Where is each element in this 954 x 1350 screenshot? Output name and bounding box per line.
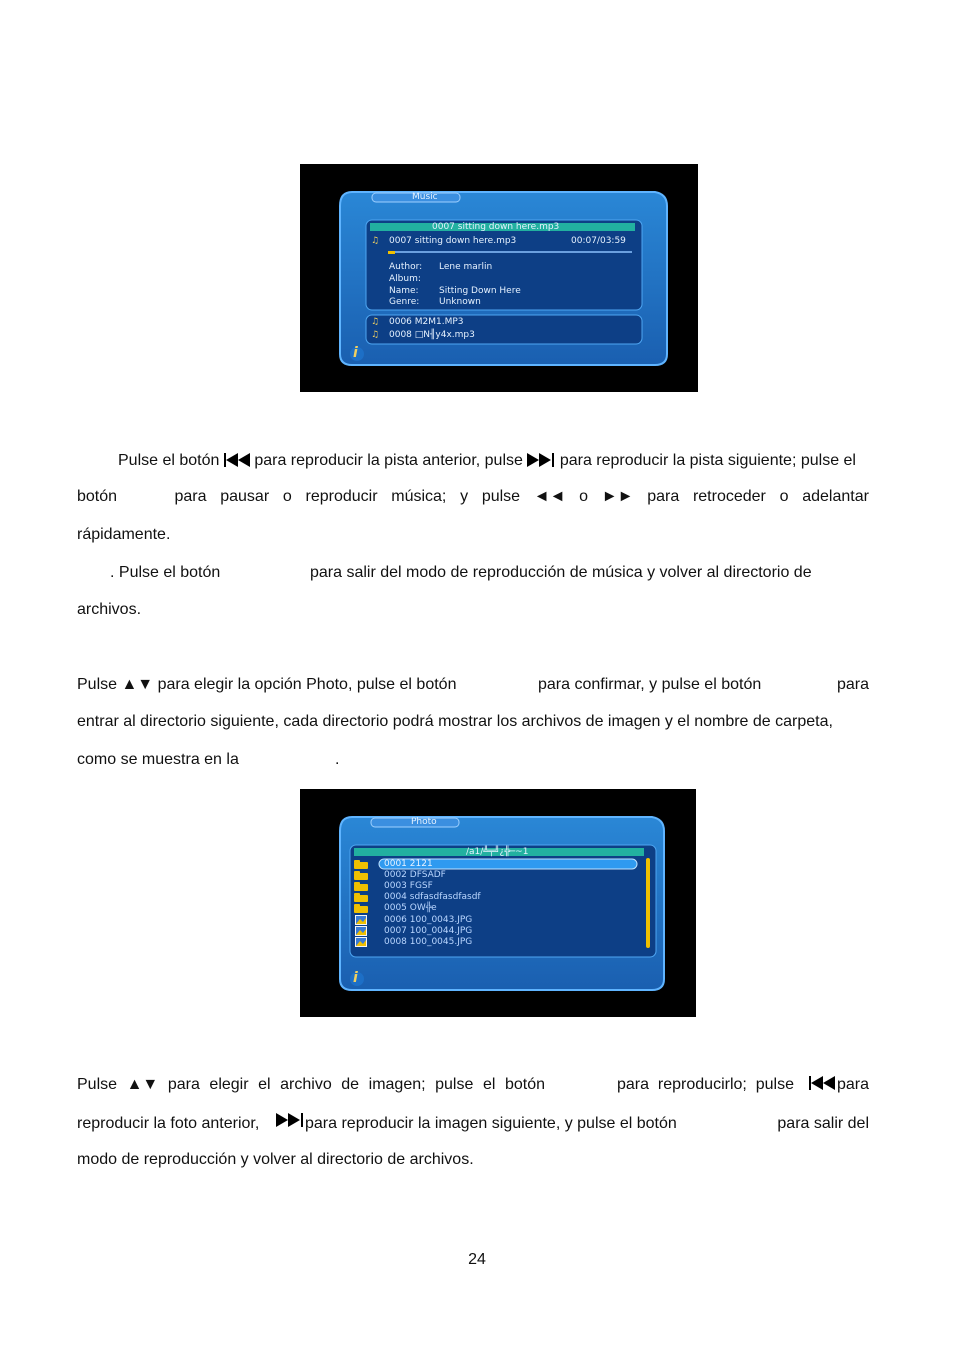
word: el xyxy=(258,1076,271,1093)
p4-line-2-a: reproducir la foto anterior, xyxy=(77,1115,260,1132)
word: para xyxy=(167,1076,200,1093)
word: ▲▼ xyxy=(126,1076,159,1093)
info-icon: i xyxy=(353,345,358,361)
list-item[interactable] xyxy=(354,859,634,870)
word: imagen; xyxy=(368,1076,426,1093)
image-icon xyxy=(355,937,367,947)
music-panel-frame xyxy=(300,164,698,392)
p3-line-1-c: para xyxy=(836,676,869,693)
word: o xyxy=(282,488,292,505)
list-item-label: 0008 100_0045.JPG xyxy=(384,937,473,947)
list-item-label: 0007 100_0044.JPG xyxy=(384,926,473,936)
word: para xyxy=(647,488,680,505)
word: botón xyxy=(77,488,118,505)
list-item[interactable] xyxy=(354,870,634,881)
music-title: Music xyxy=(412,192,438,202)
word: o xyxy=(579,488,589,505)
text-span: Pulse el botón xyxy=(118,452,220,469)
word: para xyxy=(174,488,207,505)
text-span: para reproducir la pista anterior, pulse xyxy=(254,452,523,469)
p4-line-2-c: para salir del xyxy=(777,1115,869,1132)
list-item[interactable] xyxy=(354,915,634,926)
list-item-label: 0003 FGSF xyxy=(384,881,433,891)
playlist-item[interactable]: 0006 M2M1.MP3 xyxy=(389,317,464,327)
folder-icon xyxy=(354,904,368,913)
word: pulse xyxy=(481,488,521,505)
p4-line-2-b: para reproducir la imagen siguiente, y pulse el botón xyxy=(305,1115,677,1132)
word: música; xyxy=(391,488,447,505)
previous-track-icon xyxy=(809,1076,835,1090)
folder-icon xyxy=(354,893,368,902)
p4-line-1-a xyxy=(77,1076,545,1094)
p4-line-1-b: para reproducirlo; pulse xyxy=(617,1076,794,1093)
p3-line-1-a: Pulse ▲▼ para elegir la opción Photo, pulse el botón xyxy=(77,676,457,693)
list-item[interactable] xyxy=(354,926,634,937)
word: y xyxy=(460,488,469,505)
word: elegir xyxy=(209,1076,249,1093)
meta-album-label: Album: xyxy=(389,274,421,284)
rewind-symbol: ◄◄ xyxy=(533,488,566,505)
word: archivo xyxy=(280,1076,332,1093)
next-track-icon xyxy=(276,1113,304,1127)
p3-line-3-a: como se muestra en la xyxy=(77,751,239,768)
p3-line-2: entrar al directorio siguiente, cada directorio podrá mostrar los archivos de imagen y el nombre de carpeta, xyxy=(77,713,833,730)
paragraph-photo-intro xyxy=(77,676,869,771)
word: pausar xyxy=(220,488,270,505)
list-item[interactable] xyxy=(354,903,634,914)
meta-author-value: Lene marlin xyxy=(439,262,493,272)
word: pulse xyxy=(435,1076,474,1093)
photo-title: Photo xyxy=(411,817,437,827)
paragraph-exit-music xyxy=(77,564,869,624)
music-screenshot xyxy=(300,164,698,392)
current-path: /a1/╩╤╝¿╬─~1 xyxy=(466,847,529,857)
playlist-item[interactable]: 0008 □N╢y4x.mp3 xyxy=(389,330,475,340)
word: botón xyxy=(504,1076,545,1093)
p1-line-2 xyxy=(77,488,869,506)
folder-icon xyxy=(354,860,368,869)
paragraph-photo-controls xyxy=(77,1076,869,1171)
list-item-label: 0005 OW╬e xyxy=(384,903,437,913)
next-track-icon xyxy=(527,453,555,467)
p2-line-2: archivos. xyxy=(77,601,142,618)
list-item-label: 0006 100_0043.JPG xyxy=(384,915,473,925)
page-number: 24 xyxy=(468,1251,486,1268)
meta-genre-label: Genre: xyxy=(389,297,420,307)
previous-track-icon xyxy=(224,453,250,467)
image-icon xyxy=(355,926,367,936)
fast-forward-symbol: ►► xyxy=(601,488,634,505)
word: reproducir xyxy=(305,488,378,505)
word: de xyxy=(341,1076,360,1093)
blank-gap xyxy=(131,488,161,506)
word: el xyxy=(482,1076,496,1093)
list-item-label: 0001 2121 xyxy=(384,859,433,869)
word: adelantar xyxy=(802,488,869,505)
p3-line-3-b: . xyxy=(335,751,340,768)
info-icon: i xyxy=(353,970,358,986)
p3-line-1-b: para confirmar, y pulse el botón xyxy=(538,676,762,693)
list-item-label: 0002 DFSADF xyxy=(384,870,446,880)
track-time: 00:07/03:59 xyxy=(571,236,626,246)
meta-name-label: Name: xyxy=(389,286,419,296)
p4-line-3: modo de reproducción y volver al directorio de archivos. xyxy=(77,1151,474,1168)
p2-line-1-b: para salir del modo de reproducción de música y volver al directorio de xyxy=(310,564,812,581)
meta-author-label: Author: xyxy=(389,262,423,272)
now-playing-header: 0007 sitting down here.mp3 xyxy=(432,222,560,232)
list-item[interactable] xyxy=(354,892,634,903)
list-item-label: 0004 sdfasdfasdfasdf xyxy=(384,892,481,902)
paragraph-music-controls xyxy=(77,452,869,547)
p1-line-1 xyxy=(118,452,856,470)
p4-line-1-c: para xyxy=(836,1076,869,1093)
p1-line-3: rápidamente. xyxy=(77,526,171,543)
folder-icon xyxy=(354,871,368,880)
photo-screenshot xyxy=(300,789,696,1017)
word: o xyxy=(779,488,789,505)
meta-name-value: Sitting Down Here xyxy=(439,286,521,296)
music-note-icon: ♫ xyxy=(371,236,380,246)
list-item[interactable] xyxy=(354,881,634,892)
text-span: para reproducir la pista siguiente; pulse el xyxy=(559,452,856,469)
current-track-name: 0007 sitting down here.mp3 xyxy=(389,236,517,246)
list-item[interactable] xyxy=(354,937,634,948)
music-note-icon: ♫ xyxy=(371,330,380,340)
p2-line-1-a: . Pulse el botón xyxy=(110,564,221,581)
word: retroceder xyxy=(692,488,766,505)
meta-genre-value: Unknown xyxy=(439,297,481,307)
image-icon xyxy=(355,915,367,925)
word: Pulse xyxy=(77,1076,118,1093)
music-note-icon: ♫ xyxy=(371,317,380,327)
folder-icon xyxy=(354,882,368,891)
